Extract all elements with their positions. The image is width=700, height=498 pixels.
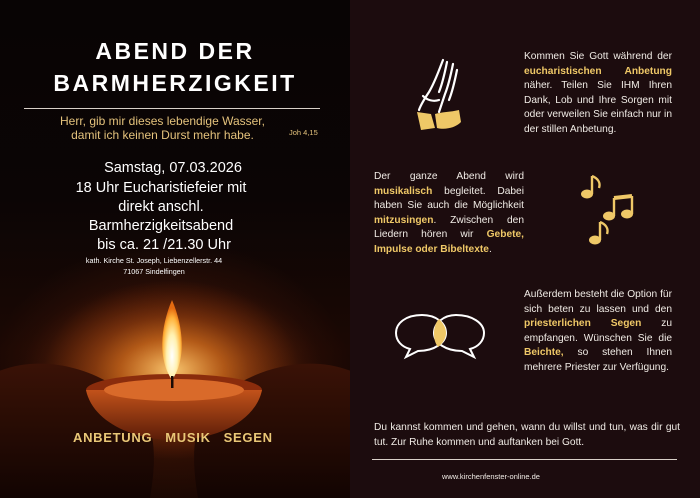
p2-text-a: Der ganze Abend wird bbox=[374, 171, 524, 182]
p3-highlight-1: priesterlichen Segen bbox=[524, 318, 642, 330]
website-link[interactable]: www.kirchenfenster-online.de bbox=[442, 472, 540, 481]
p3-text-b: zu empfangen. Wünschen Sie die bbox=[524, 318, 672, 344]
closing-paragraph: Du kannst kommen und gehen, wann du willst und tun, was dir gut tut. Zur Ruhe kommen und auftanken bei Gott. bbox=[374, 422, 680, 448]
music-notes-icon bbox=[577, 172, 637, 253]
event-end-time: bis ca. 21 /21.30 Uhr bbox=[97, 237, 231, 253]
address-line-2: 71067 Sindelfingen bbox=[123, 267, 185, 276]
quote-line-1: Herr, gib mir dieses lebendige Wasser, bbox=[60, 114, 265, 128]
p2-highlight-1: musikalisch bbox=[374, 185, 433, 197]
quote-line-2: damit ich keinen Durst mehr habe. bbox=[71, 128, 254, 142]
praying-hands-icon bbox=[413, 56, 469, 137]
adoration-paragraph bbox=[524, 50, 672, 138]
title-line-2: BARMHERZIGKEIT bbox=[53, 70, 297, 96]
keyword-row bbox=[73, 430, 273, 445]
p2-highlight-2: mitzusingen bbox=[374, 214, 434, 226]
p2-text-d: . bbox=[488, 243, 492, 255]
blessing-paragraph bbox=[524, 288, 672, 376]
p2-text-b: begleitet. Dabei haben Sie auch die Möglichkeit bbox=[374, 185, 524, 212]
keyword-anbetung: ANBETUNG bbox=[73, 430, 153, 445]
footer-divider bbox=[372, 459, 677, 460]
p2-highlight-3: Gebete, Impulse oder Bibeltexte bbox=[374, 229, 524, 255]
keyword-musik: MUSIK bbox=[165, 430, 211, 445]
event-line-3: direkt anschl. bbox=[118, 199, 204, 215]
quote-reference: Joh 4,15 bbox=[289, 128, 318, 137]
address-line-1: kath. Kirche St. Joseph, Liebenzellerstr. 44 bbox=[85, 256, 223, 265]
keyword-segen: SEGEN bbox=[223, 430, 273, 445]
event-date: Samstag, 07.03.2026 bbox=[104, 160, 242, 176]
p2-text-c: . Zwischen den Liedern hören wir bbox=[374, 214, 524, 241]
p1-text-a: Kommen Sie Gott während der bbox=[524, 51, 672, 62]
title-divider bbox=[24, 108, 320, 109]
event-line-4: Barmherzigkeitsabend bbox=[88, 218, 234, 234]
candle-flame-icon bbox=[0, 280, 350, 498]
p3-text-c: so stehen Ihnen mehrere Priester zur Verfügung. bbox=[524, 347, 672, 373]
p1-highlight: eucharistischen Anbetung bbox=[524, 65, 672, 77]
p3-highlight-2: Beichte, bbox=[524, 347, 564, 359]
title-line-1: ABEND DER bbox=[95, 38, 255, 64]
music-paragraph bbox=[374, 170, 524, 258]
p1-text-b: näher. Teilen Sie IHM Ihren Dank, Lob und Ihre Sorgen mit oder verweilen Sie einfach nur in der stillen Anbetung. bbox=[524, 80, 672, 135]
bible-quote bbox=[30, 114, 295, 142]
p3-text-a: Außerdem besteht die Option für sich beten zu lassen und den bbox=[524, 289, 672, 315]
speech-bubbles-icon bbox=[392, 311, 488, 368]
event-time-line: 18 Uhr Eucharistiefeier mit bbox=[75, 180, 247, 196]
